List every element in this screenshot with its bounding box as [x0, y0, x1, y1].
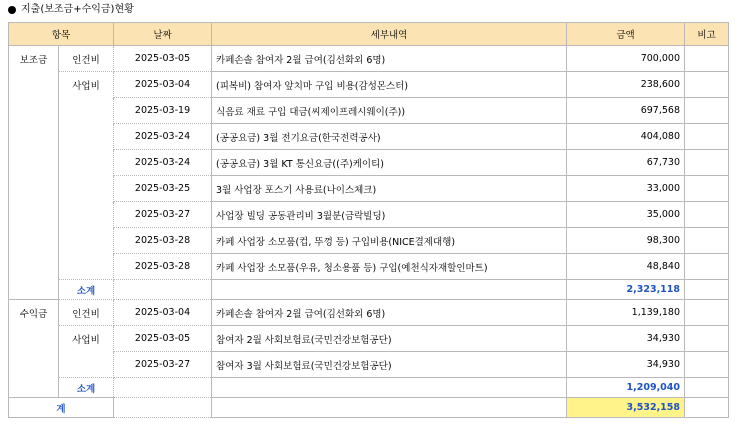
header-detail: 세부내역 [212, 23, 567, 46]
total-amount: 3,532,158 [567, 398, 685, 418]
amount-cell: 48,840 [567, 254, 685, 280]
note-cell [685, 378, 729, 398]
note-cell [685, 124, 729, 150]
category-cell [59, 202, 114, 228]
category-cell [59, 228, 114, 254]
subtotal-row [9, 378, 729, 398]
amount-cell: 700,000 [567, 46, 685, 72]
group-name-spacer [9, 254, 59, 280]
note-cell [685, 352, 729, 378]
date-cell: 2025-03-28 [114, 228, 212, 254]
expense-table [8, 22, 729, 418]
category-cell [59, 150, 114, 176]
detail-cell: 카페 사업장 소모품(우유, 청소용품 등) 구입(예천식자재할인마트) [212, 254, 567, 280]
detail-cell: 참여자 2월 사회보험료(국민건강보험공단) [212, 326, 567, 352]
group-name: 수익금 [9, 300, 59, 326]
subtotal-label: 소계 [59, 280, 114, 300]
table-row [9, 326, 729, 352]
date-cell: 2025-03-05 [114, 326, 212, 352]
table-row [9, 352, 729, 378]
note-cell [685, 176, 729, 202]
note-cell [685, 202, 729, 228]
category-cell [59, 98, 114, 124]
group-name-spacer [9, 228, 59, 254]
date-cell: 2025-03-05 [114, 46, 212, 72]
date-cell: 2025-03-19 [114, 98, 212, 124]
subtotal-date-blank [114, 378, 212, 398]
date-cell: 2025-03-24 [114, 150, 212, 176]
group-name: 보조금 [9, 46, 59, 72]
table-row [9, 228, 729, 254]
detail-cell: 사업장 빌딩 공동관리비 3월분(금락빌딩) [212, 202, 567, 228]
date-cell: 2025-03-27 [114, 352, 212, 378]
category-cell [59, 352, 114, 378]
category-cell [59, 254, 114, 280]
group-name-spacer [9, 176, 59, 202]
header-date: 날짜 [114, 23, 212, 46]
table-row [9, 300, 729, 326]
subtotal-detail-blank [212, 280, 567, 300]
table-row [9, 72, 729, 98]
amount-cell: 35,000 [567, 202, 685, 228]
detail-cell: 3월 사업장 포스기 사용료(나이스체크) [212, 176, 567, 202]
table-row [9, 202, 729, 228]
note-cell [685, 254, 729, 280]
group-name-spacer [9, 150, 59, 176]
subtotal-date-blank [114, 280, 212, 300]
detail-cell: 참여자 3월 사회보험료(국민건강보험공단) [212, 352, 567, 378]
detail-cell: (피복비) 참여자 앞치마 구입 비용(감성몬스터) [212, 72, 567, 98]
total-date-blank [114, 398, 212, 418]
table-header-row [9, 23, 729, 46]
category-cell: 사업비 [59, 72, 114, 98]
subtotal-amount: 1,209,040 [567, 378, 685, 398]
note-cell [685, 300, 729, 326]
group-name-spacer [9, 98, 59, 124]
group-name-spacer [9, 202, 59, 228]
category-cell: 사업비 [59, 326, 114, 352]
note-cell [685, 326, 729, 352]
group-name-spacer [9, 124, 59, 150]
table-row [9, 46, 729, 72]
amount-cell: 33,000 [567, 176, 685, 202]
amount-cell: 238,600 [567, 72, 685, 98]
detail-cell: 카페손솔 참여자 2월 급여(김선화외 6명) [212, 300, 567, 326]
note-cell [685, 398, 729, 418]
total-row [9, 398, 729, 418]
group-name-spacer [9, 378, 59, 398]
table-row [9, 150, 729, 176]
note-cell [685, 72, 729, 98]
subtotal-detail-blank [212, 378, 567, 398]
subtotal-row [9, 280, 729, 300]
table-row [9, 124, 729, 150]
category-cell [59, 176, 114, 202]
subtotal-label: 소계 [59, 378, 114, 398]
amount-cell: 98,300 [567, 228, 685, 254]
amount-cell: 34,930 [567, 326, 685, 352]
date-cell: 2025-03-27 [114, 202, 212, 228]
note-cell [685, 280, 729, 300]
total-detail-blank [212, 398, 567, 418]
group-name-spacer [9, 326, 59, 352]
amount-cell: 1,139,180 [567, 300, 685, 326]
category-cell: 인건비 [59, 46, 114, 72]
header-item: 항목 [9, 23, 114, 46]
table-row [9, 98, 729, 124]
section-title [8, 3, 134, 17]
amount-cell: 67,730 [567, 150, 685, 176]
note-cell [685, 150, 729, 176]
group-name-spacer [9, 280, 59, 300]
detail-cell: 식음료 재료 구입 대금(씨제이프레시웨이(주)) [212, 98, 567, 124]
date-cell: 2025-03-24 [114, 124, 212, 150]
note-cell [685, 228, 729, 254]
note-cell [685, 46, 729, 72]
subtotal-amount: 2,323,118 [567, 280, 685, 300]
detail-cell: 카페손솔 참여자 2월 급여(김선화외 6명) [212, 46, 567, 72]
note-cell [685, 98, 729, 124]
bullet-icon [8, 6, 16, 14]
date-cell: 2025-03-25 [114, 176, 212, 202]
detail-cell: (공공요금) 3월 KT 통신요금((주)케이티) [212, 150, 567, 176]
header-amount: 금액 [567, 23, 685, 46]
date-cell: 2025-03-28 [114, 254, 212, 280]
amount-cell: 404,080 [567, 124, 685, 150]
amount-cell: 34,930 [567, 352, 685, 378]
date-cell: 2025-03-04 [114, 72, 212, 98]
detail-cell: (공공요금) 3월 전기요금(한국전력공사) [212, 124, 567, 150]
group-name-spacer [9, 352, 59, 378]
date-cell: 2025-03-04 [114, 300, 212, 326]
section-title-text: 지출(보조금+수익금)현황 [21, 4, 134, 15]
total-label: 계 [9, 398, 114, 418]
amount-cell: 697,568 [567, 98, 685, 124]
group-name-spacer [9, 72, 59, 98]
table-row [9, 254, 729, 280]
detail-cell: 카페 사업장 소모품(컵, 뚜껑 등) 구입비용(NICE결제대행) [212, 228, 567, 254]
category-cell: 인건비 [59, 300, 114, 326]
table-row [9, 176, 729, 202]
header-note: 비고 [685, 23, 729, 46]
category-cell [59, 124, 114, 150]
